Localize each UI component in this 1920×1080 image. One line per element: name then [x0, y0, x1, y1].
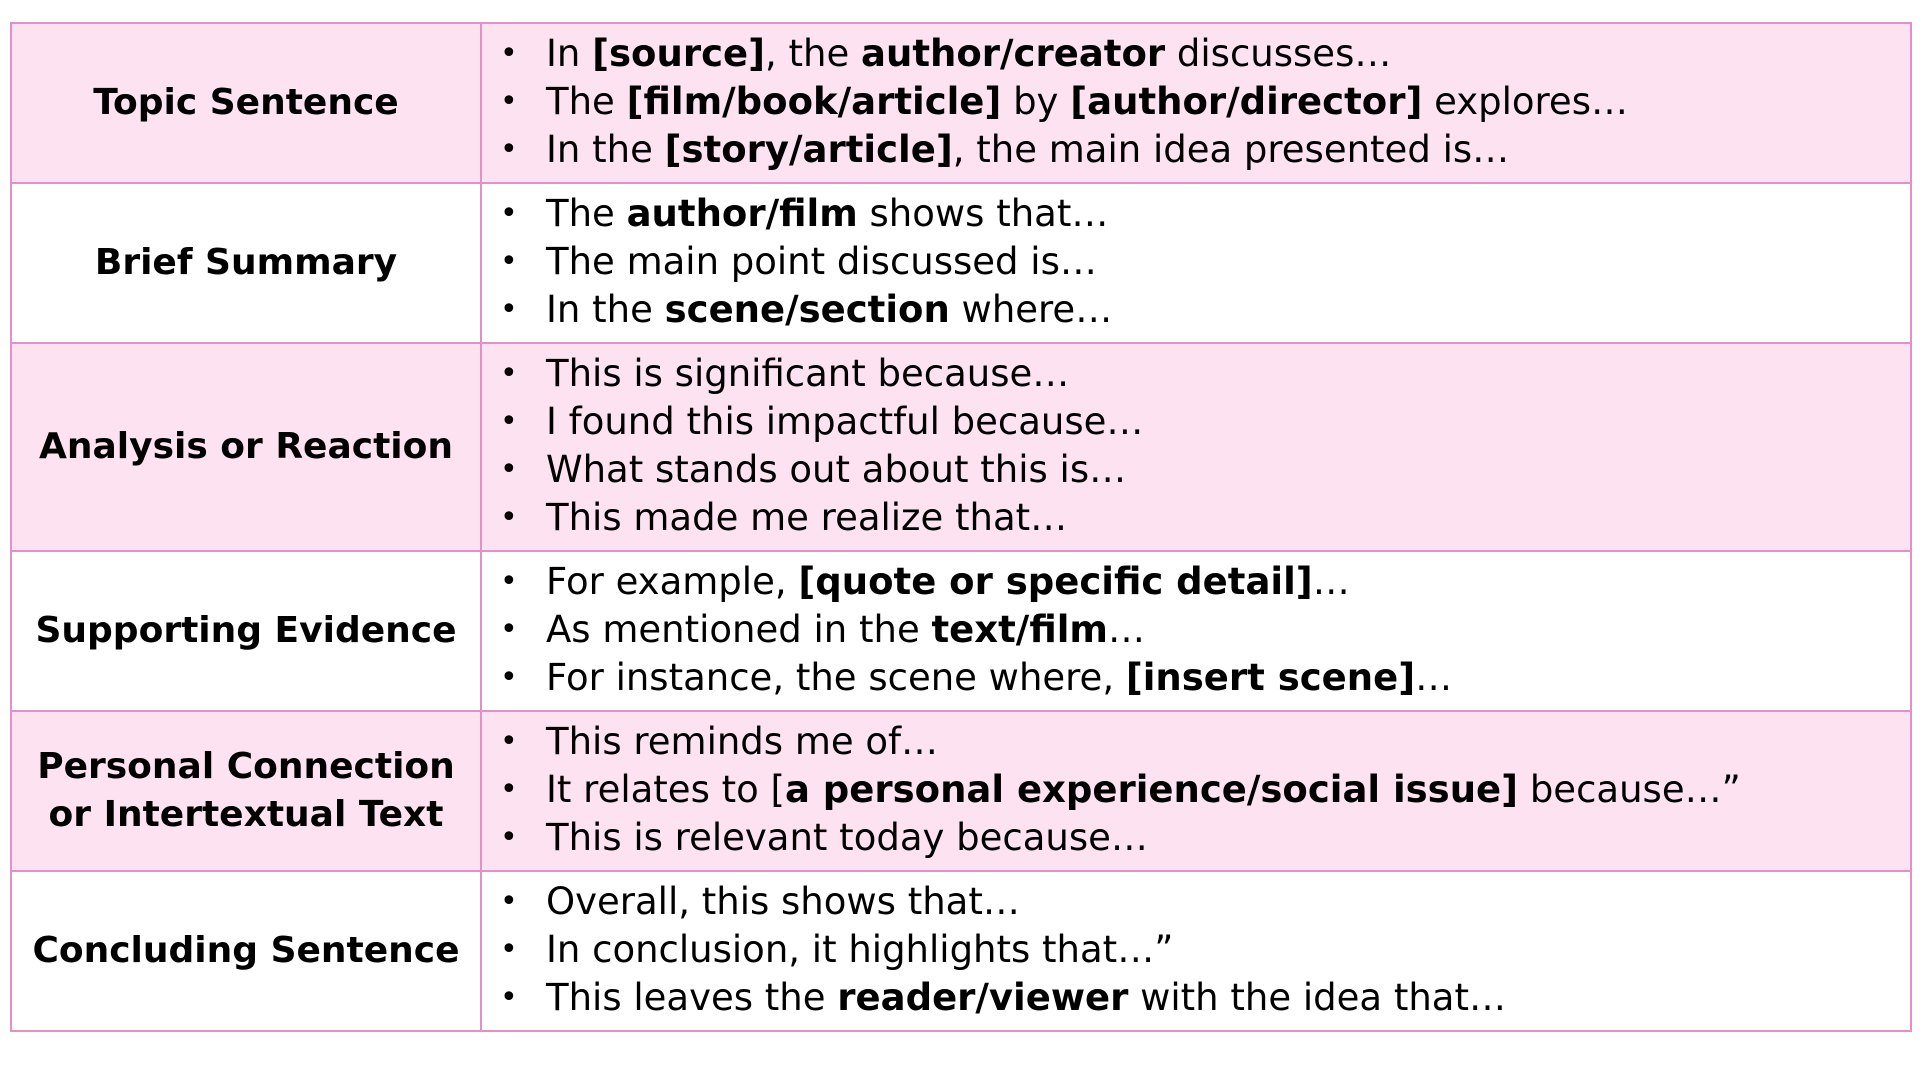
- text-run: In the: [546, 128, 665, 171]
- bold-text: [story/article]: [664, 128, 953, 171]
- row-label-text: Concluding Sentence: [32, 930, 460, 971]
- text-run: …: [1312, 560, 1350, 603]
- bullet-icon: •: [500, 36, 518, 71]
- text-run: Overall, this shows that…: [546, 880, 1020, 923]
- table-row-brief-summary: [11, 183, 1911, 343]
- list-item: [482, 350, 1910, 398]
- row-label-text: Supporting Evidence: [35, 610, 457, 651]
- text-run: The main point discussed is…: [546, 240, 1097, 283]
- text-run: …: [1415, 656, 1453, 699]
- row-label-text: Brief Summary: [94, 242, 398, 283]
- list-item: [482, 814, 1910, 862]
- text-run: As mentioned in the: [546, 608, 932, 651]
- text-run: The: [546, 192, 627, 235]
- list-item: [482, 78, 1910, 126]
- bullet-icon: •: [500, 404, 518, 439]
- list-item: [482, 926, 1910, 974]
- starter-list: [482, 30, 1910, 174]
- starter-list: [482, 558, 1910, 702]
- bold-text: [author/director]: [1070, 80, 1423, 123]
- text-run: where…: [949, 288, 1113, 331]
- text-run: This is relevant today because…: [546, 816, 1148, 859]
- bullet-icon: •: [500, 132, 518, 167]
- text-run: because…”: [1518, 768, 1741, 811]
- text-run: …: [1107, 608, 1145, 651]
- text-run: For instance, the scene where,: [546, 656, 1126, 699]
- list-item: [482, 878, 1910, 926]
- text-run: , the main idea presented is…: [952, 128, 1510, 171]
- text-run: This leaves the: [546, 976, 838, 1019]
- row-label: [11, 183, 481, 343]
- table-row-topic-sentence: [11, 23, 1911, 183]
- text-run: What stands out about this is…: [546, 448, 1127, 491]
- bullet-icon: •: [500, 980, 518, 1015]
- bullet-icon: •: [500, 356, 518, 391]
- list-item: [482, 766, 1910, 814]
- bullet-icon: •: [500, 500, 518, 535]
- bullet-icon: •: [500, 820, 518, 855]
- list-item: [482, 974, 1910, 1022]
- text-run: This made me realize that…: [546, 496, 1068, 539]
- row-label: [11, 711, 481, 871]
- text-run: discusses…: [1165, 32, 1392, 75]
- text-run: explores…: [1422, 80, 1628, 123]
- list-item: [482, 190, 1910, 238]
- sentence-starters: [481, 871, 1911, 1031]
- bullet-icon: •: [500, 724, 518, 759]
- row-label-text: or Intertextual Text: [48, 794, 444, 835]
- row-label-text: Personal Connection: [37, 746, 455, 787]
- bullet-icon: •: [500, 84, 518, 119]
- list-item: [482, 30, 1910, 78]
- text-run: The: [546, 80, 627, 123]
- bullet-icon: •: [500, 244, 518, 279]
- list-item: [482, 238, 1910, 286]
- bullet-icon: •: [500, 884, 518, 919]
- bullet-icon: •: [500, 196, 518, 231]
- bold-text: [quote or specific detail]: [798, 560, 1313, 603]
- list-item: [482, 398, 1910, 446]
- text-run: by: [1001, 80, 1071, 123]
- bullet-icon: •: [500, 612, 518, 647]
- text-run: This reminds me of…: [546, 720, 939, 763]
- starter-list: [482, 350, 1910, 542]
- sentence-starters: [481, 551, 1911, 711]
- bullet-icon: •: [500, 660, 518, 695]
- list-item: [482, 654, 1910, 702]
- text-run: In the: [546, 288, 665, 331]
- bold-text: a personal experience/social issue]: [784, 768, 1519, 811]
- bold-text: [source]: [592, 32, 766, 75]
- sentence-starters: [481, 343, 1911, 551]
- starter-list: [482, 878, 1910, 1022]
- text-run: In conclusion, it highlights that…”: [546, 928, 1174, 971]
- row-label: [11, 871, 481, 1031]
- table-row-supporting-evidence: [11, 551, 1911, 711]
- text-run: I found this impactful because…: [546, 400, 1144, 443]
- list-item: [482, 606, 1910, 654]
- bullet-icon: •: [500, 932, 518, 967]
- row-label: [11, 343, 481, 551]
- text-run: , the: [765, 32, 862, 75]
- bullet-icon: •: [500, 292, 518, 327]
- list-item: [482, 126, 1910, 174]
- text-run: It relates to [: [546, 768, 785, 811]
- text-run: shows that…: [857, 192, 1109, 235]
- bold-text: author/film: [626, 192, 858, 235]
- bold-text: [film/book/article]: [626, 80, 1002, 123]
- starter-list: [482, 190, 1910, 334]
- bold-text: [insert scene]: [1125, 656, 1416, 699]
- paragraph-frames-table: [10, 22, 1912, 1032]
- text-run: This is significant because…: [546, 352, 1070, 395]
- bold-text: author/creator: [861, 32, 1166, 75]
- sentence-starters: [481, 23, 1911, 183]
- row-label-text: Topic Sentence: [93, 82, 399, 123]
- table-row-concluding-sentence: [11, 871, 1911, 1031]
- sentence-starters: [481, 183, 1911, 343]
- bullet-icon: •: [500, 772, 518, 807]
- sentence-starters: [481, 711, 1911, 871]
- bold-text: scene/section: [664, 288, 950, 331]
- row-label: [11, 551, 481, 711]
- list-item: [482, 558, 1910, 606]
- list-item: [482, 718, 1910, 766]
- bullet-icon: •: [500, 564, 518, 599]
- table-row-personal-connection: [11, 711, 1911, 871]
- row-label-text: Analysis or Reaction: [38, 426, 454, 467]
- row-label: [11, 23, 481, 183]
- list-item: [482, 494, 1910, 542]
- bold-text: reader/viewer: [837, 976, 1129, 1019]
- table-row-analysis-or-reaction: [11, 343, 1911, 551]
- bold-text: text/film: [931, 608, 1108, 651]
- bullet-icon: •: [500, 452, 518, 487]
- list-item: [482, 446, 1910, 494]
- starter-list: [482, 718, 1910, 862]
- text-run: In: [546, 32, 593, 75]
- text-run: with the idea that…: [1128, 976, 1506, 1019]
- text-run: For example,: [546, 560, 799, 603]
- list-item: [482, 286, 1910, 334]
